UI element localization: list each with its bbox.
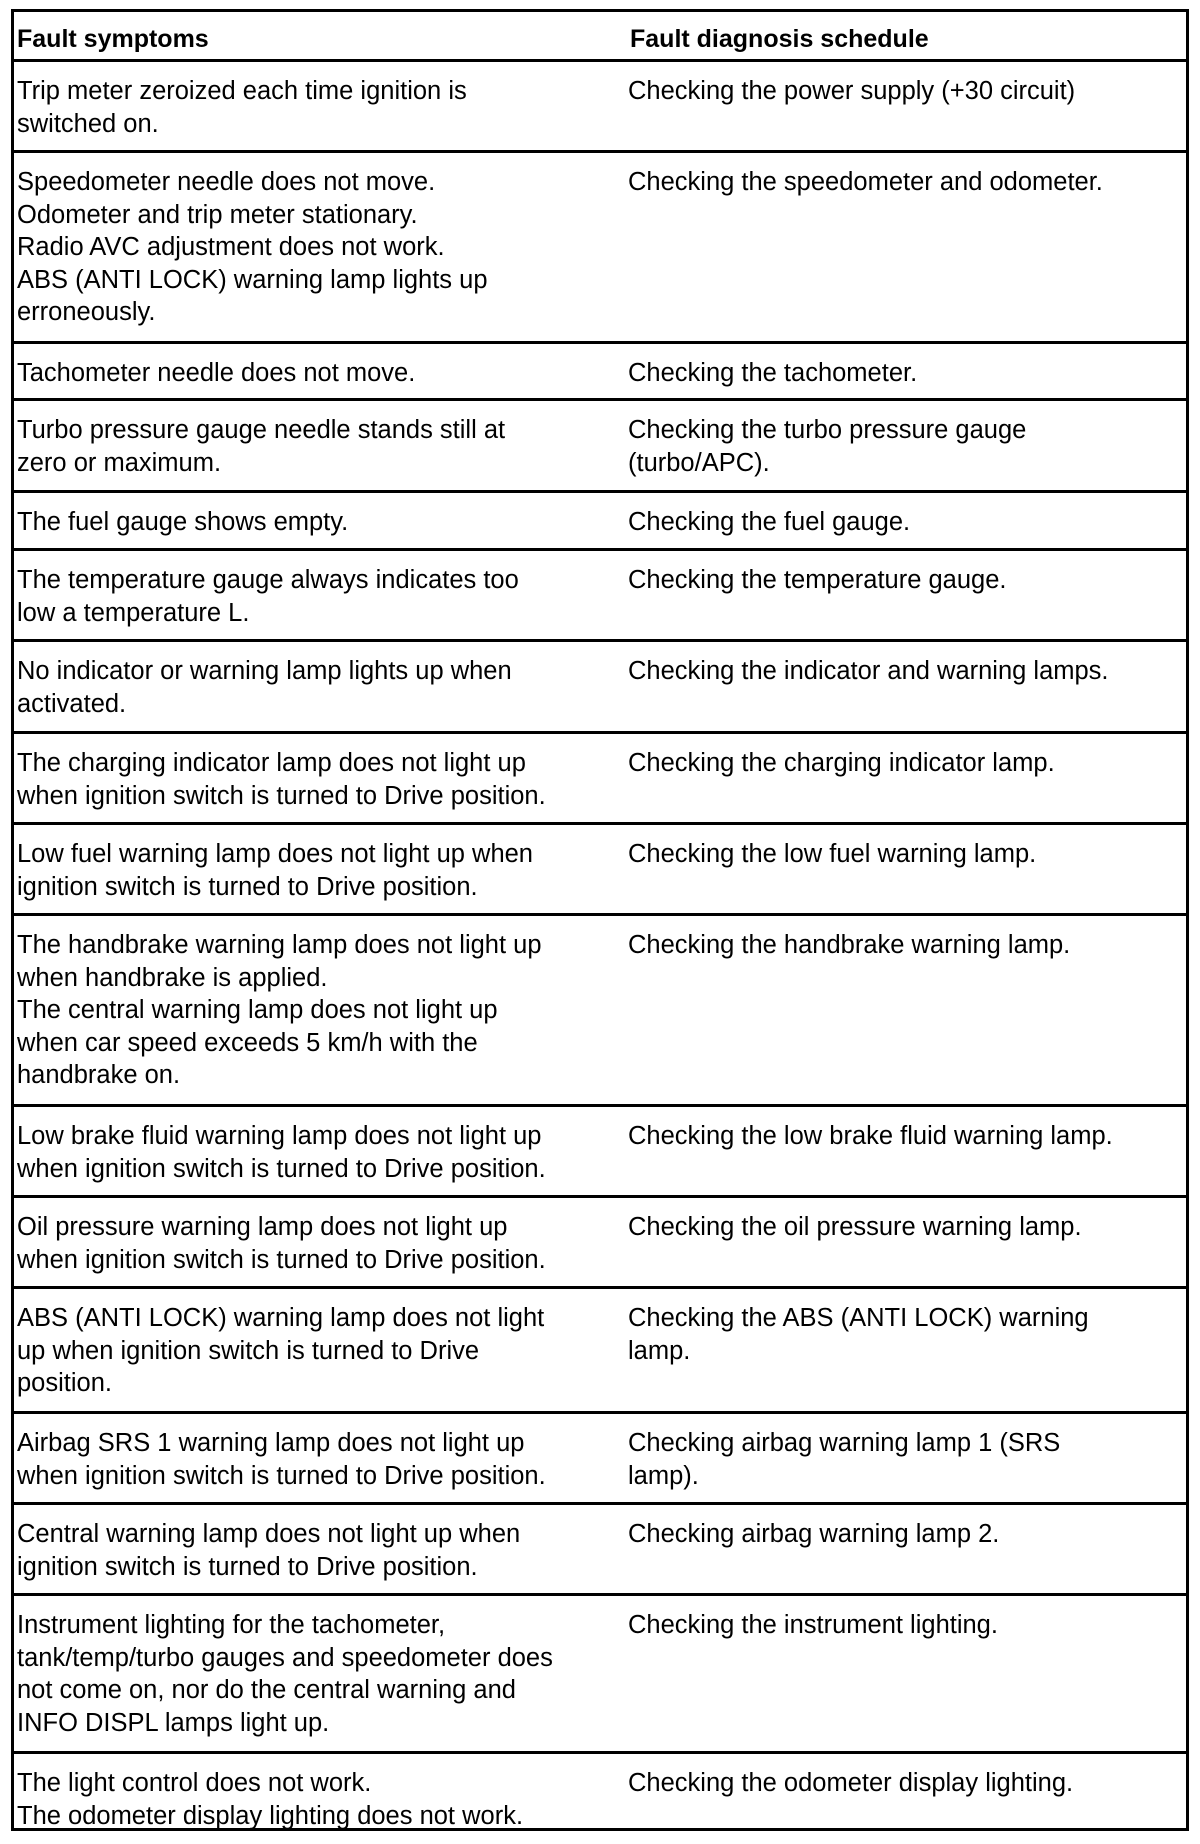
table-row [14,642,1186,734]
diagnosis-cell: Checking the low brake fluid warning lamp. [628,1122,1113,1150]
symptom-cell: Oil pressure warning lamp does not light up when ignition switch is turned to Drive position. [17,1213,546,1274]
diagnosis-cell: Checking the fuel gauge. [628,508,911,536]
diagnosis-cell: Checking the oil pressure warning lamp. [628,1213,1082,1241]
diagnosis-cell: Checking the charging indicator lamp. [628,749,1055,777]
symptom-cell: Central warning lamp does not light up when ignition switch is turned to Drive position. [17,1520,521,1581]
symptom-cell: Speedometer needle does not move. Odometer and trip meter stationary. Radio AVC adjustment does not work. ABS (ANTI LOCK) warning lamp lights up erroneously. [17,168,488,326]
table-header-row [14,12,1186,62]
fault-diagnosis-table [11,9,1189,1831]
symptom-cell: Airbag SRS 1 warning lamp does not light up when ignition switch is turned to Drive position. [17,1429,546,1490]
table-row [14,1754,1186,1828]
symptom-cell: Instrument lighting for the tachometer, tank/temp/turbo gauges and speedometer does not come on, nor do the central warning and INFO DISPL lamps light up. [17,1611,553,1737]
table-row [14,734,1186,825]
diagnosis-cell: Checking the odometer display lighting. [628,1769,1074,1797]
symptom-cell: The fuel gauge shows empty. [17,508,349,536]
table-row [14,1414,1186,1505]
diagnosis-cell: Checking airbag warning lamp 2. [628,1520,1000,1548]
symptom-cell: The light control does not work. The odometer display lighting does not work. [17,1769,524,1830]
diagnosis-cell: Checking the speedometer and odometer. [628,168,1103,196]
symptom-cell: Low fuel warning lamp does not light up when ignition switch is turned to Drive position. [17,840,533,901]
table-row [14,1289,1186,1414]
diagnosis-cell: Checking the indicator and warning lamps. [628,657,1109,685]
diagnosis-cell: Checking the power supply (+30 circuit) [628,77,1076,105]
table-row [14,1505,1186,1596]
symptom-cell: Turbo pressure gauge needle stands still at zero or maximum. [17,416,506,477]
symptom-cell: The temperature gauge always indicates too low a temperature L. [17,566,519,627]
table-row [14,493,1186,551]
table-row [14,62,1186,153]
table-row [14,1107,1186,1198]
symptom-cell: The handbrake warning lamp does not light up when handbrake is applied. The central warning lamp does not light up when car speed exceeds 5 km/h with the handbrake on. [17,931,542,1089]
symptom-cell: ABS (ANTI LOCK) warning lamp does not light up when ignition switch is turned to Drive position. [17,1304,545,1397]
diagnosis-cell: Checking the turbo pressure gauge (turbo/APC). [628,416,1027,477]
table-row [14,344,1186,401]
diagnosis-cell: Checking the ABS (ANTI LOCK) warning lamp. [628,1304,1089,1365]
table-row [14,1198,1186,1289]
symptom-cell: Tachometer needle does not move. [17,359,416,387]
header-fault-diagnosis-schedule: Fault diagnosis schedule [630,25,929,53]
diagnosis-cell: Checking the tachometer. [628,359,918,387]
table-row [14,153,1186,344]
diagnosis-cell: Checking airbag warning lamp 1 (SRS lamp). [628,1429,1061,1490]
table-row [14,916,1186,1107]
diagnosis-cell: Checking the instrument lighting. [628,1611,998,1639]
diagnosis-cell: Checking the handbrake warning lamp. [628,931,1071,959]
symptom-cell: Trip meter zeroized each time ignition is switched on. [17,77,467,138]
table-row [14,1596,1186,1754]
table-body [14,62,1186,1828]
table-row [14,551,1186,642]
table-row [14,401,1186,493]
symptom-cell: Low brake fluid warning lamp does not light up when ignition switch is turned to Drive position. [17,1122,546,1183]
table-row [14,825,1186,916]
symptom-cell: The charging indicator lamp does not light up when ignition switch is turned to Drive position. [17,749,546,810]
symptom-cell: No indicator or warning lamp lights up when activated. [17,657,512,718]
header-fault-symptoms: Fault symptoms [17,25,209,53]
diagnosis-cell: Checking the temperature gauge. [628,566,1007,594]
diagnosis-cell: Checking the low fuel warning lamp. [628,840,1037,868]
